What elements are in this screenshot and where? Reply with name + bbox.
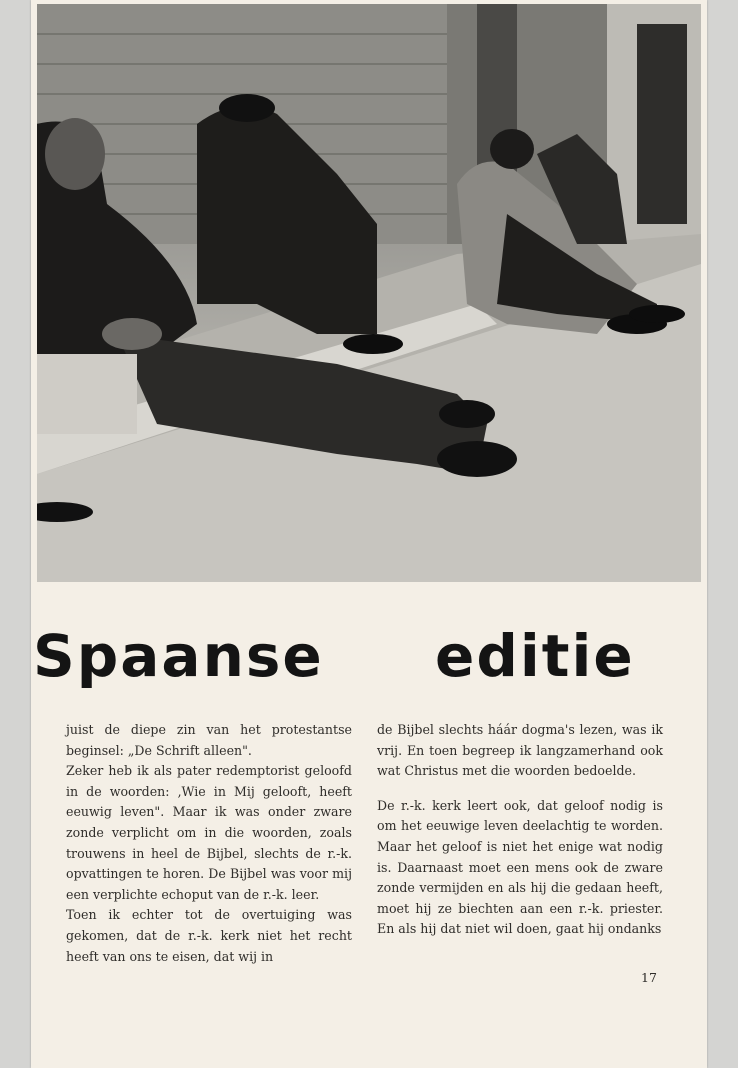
headline — [31, 620, 707, 692]
magazine-page — [31, 0, 707, 1068]
photo-men-sitting-against-wall-icon — [37, 4, 701, 582]
paragraph: De r.-k. kerk leert ook, dat geloof nodig is om het eeuwige leven deelachtig te worden. Maar het geloof is niet het enige wat nodig is. Daarnaast moet een mens ook de zware zonde vermijden en als hij die gedaan heeft, moet hij ze biechten aan een r.-k. priester. En als hij dat niet wil doen, gaat hij ondanks — [377, 797, 663, 937]
right-column — [377, 720, 663, 940]
paragraph: Toen ik echter tot de overtuiging was gekomen, dat de r.-k. kerk niet het recht heeft van ons te eisen, dat wij in — [66, 907, 352, 964]
headline-word-2: editie — [435, 622, 635, 690]
left-column — [66, 720, 352, 967]
paragraph: Zeker heb ik als pater redemptorist geloofd in de woorden: ‚Wie in Mij gelooft, heeft eeuwig leven". Maar ik was onder zware zonde verplicht om in die woorden, zoals trouwens in heel de Bijbel, slechts de r.-k. opvattingen te horen. De Bijbel was voor mij een verplichte echoput van de r.-k. leer. — [66, 763, 352, 902]
photo — [37, 4, 701, 582]
headline-word-1: Spaanse — [33, 622, 324, 690]
paragraph: de Bijbel slechts háár dogma's lezen, was ik vrij. En toen begreep ik langzamerhand ook wat Christus met die woorden bedoelde. — [377, 722, 663, 779]
page-number: 17 — [641, 970, 657, 985]
paragraph: juist de diepe zin van het protestantse beginsel: „De Schrift alleen". — [66, 722, 352, 758]
